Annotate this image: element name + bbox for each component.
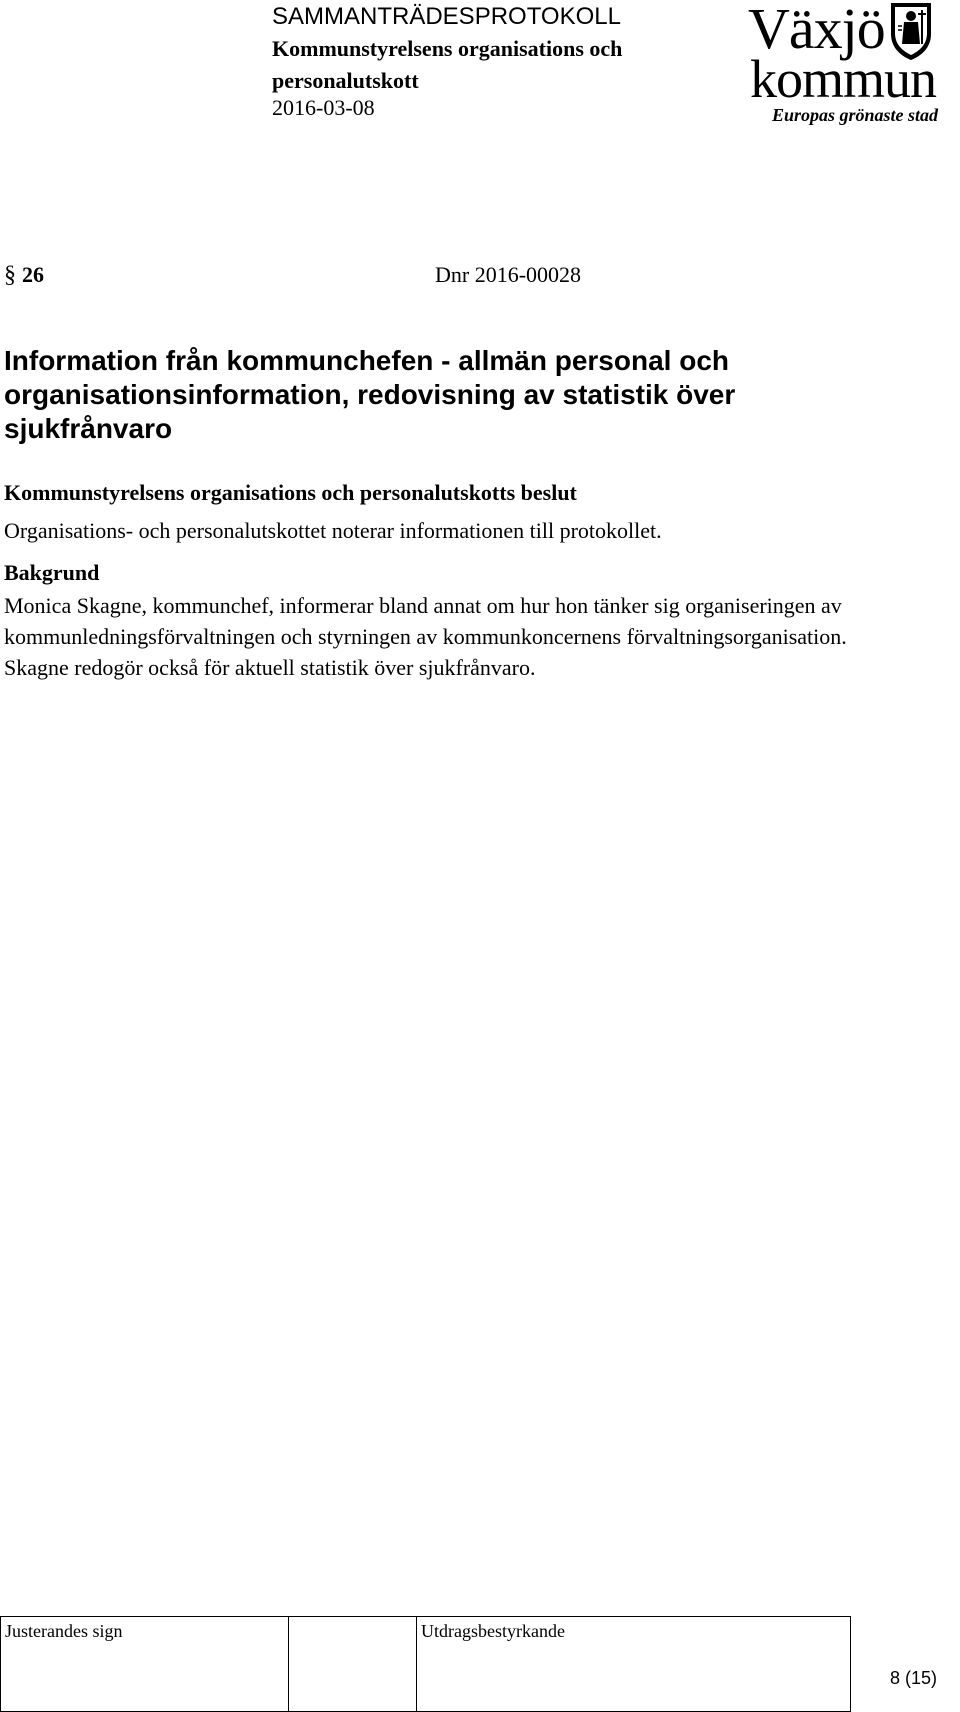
logo-tagline: Europas grönaste stad — [772, 105, 939, 125]
decision-heading: Kommunstyrelsens organisations och personalutskotts beslut — [4, 480, 577, 505]
vaxjo-kommun-logo — [748, 0, 960, 130]
decision-text: Organisations- och personalutskottet noterar informationen till protokollet. — [4, 518, 662, 543]
page-number: 8 (15) — [890, 1668, 938, 1688]
background-heading: Bakgrund — [4, 560, 100, 585]
logo-line-vaxjo: Växjö — [748, 0, 885, 61]
logo-line-kommun: kommun — [750, 49, 937, 109]
dnr-reference: Dnr 2016-00028 — [435, 262, 582, 287]
background-text: Monica Skagne, kommunchef, informerar bland annat om hur hon tänker sig organiseringen av kommunledningsförvaltningen och styrningen av kommunkoncernens förvaltningsorganisation. Skagne redogör också för aktuell statistik över sjukfrånvaro. — [4, 593, 847, 680]
meeting-date: 2016-03-08 — [272, 95, 375, 120]
paragraph-number: 26 — [22, 262, 44, 287]
agenda-item-title: Information från kommunchefen - allmän personal och organisationsinformation, redovisning av statistik över sjukfrånvaro — [4, 345, 736, 444]
signature-table — [0, 1616, 851, 1712]
committee-name: Kommunstyrelsens organisations och personalutskott — [272, 36, 623, 93]
utdragsbestyrkande-cell: Utdragsbestyrkande — [417, 1617, 851, 1712]
document-type: SAMMANTRÄDESPROTOKOLL — [272, 3, 621, 30]
justerandes-sign-cell: Justerandes sign — [1, 1617, 289, 1712]
sign-blank-cell — [289, 1617, 417, 1712]
section-symbol: § — [4, 262, 16, 288]
paragraph-row — [0, 260, 960, 290]
